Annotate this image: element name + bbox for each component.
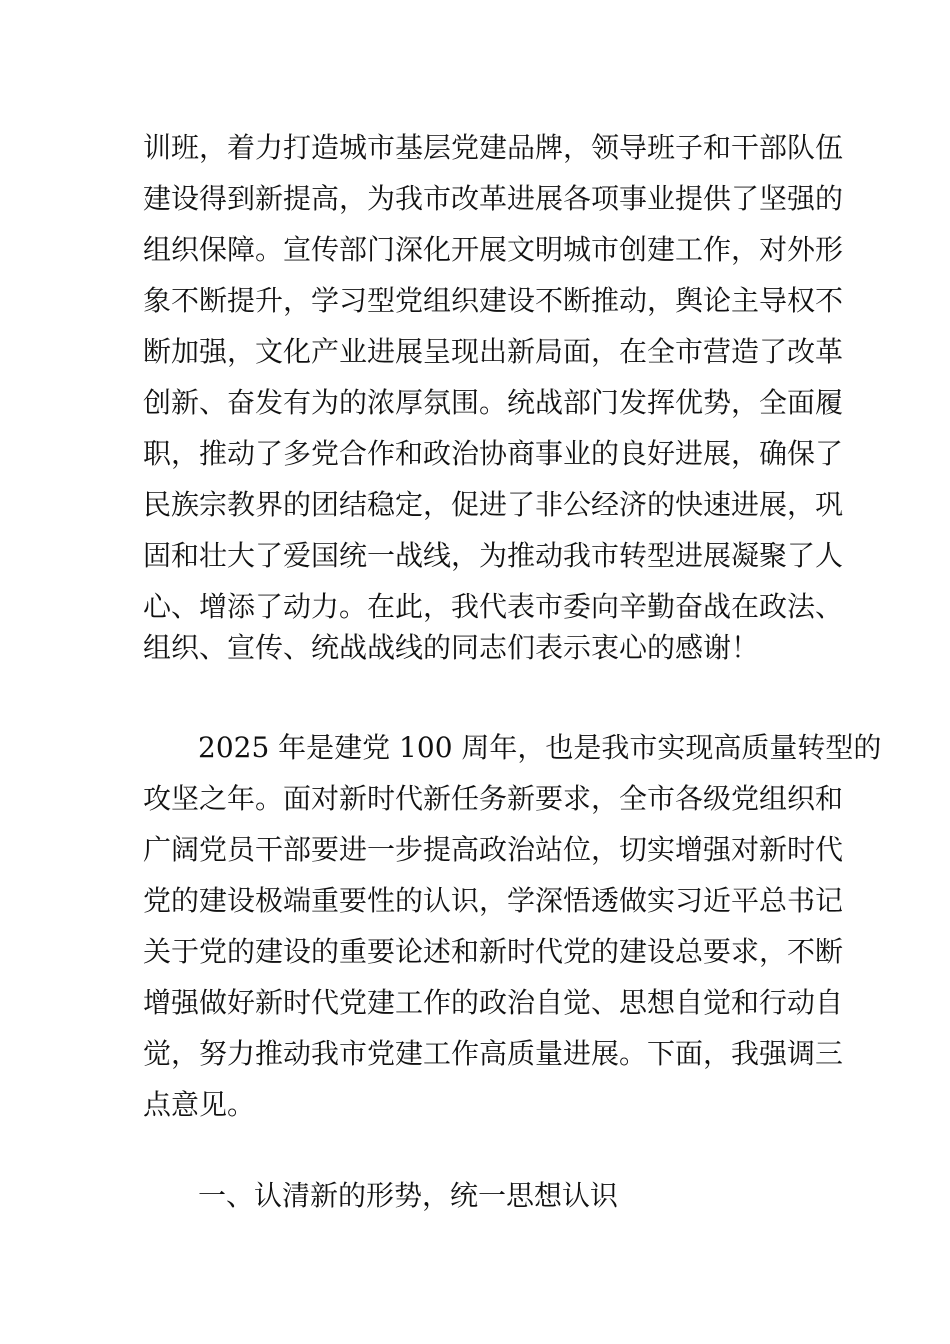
paragraph1-line-2: 建设得到新提高，为我市改革进展各项事业提供了坚强的 — [143, 182, 844, 215]
paragraph2-line-3: 广阔党员干部要进一步提高政治站位，切实增强对新时代 — [143, 833, 844, 866]
paragraph2-line-1: 2025 年是建党 100 周年，也是我市实现高质量转型的 — [198, 731, 882, 764]
paragraph2-line-5: 关于党的建设的重要论述和新时代党的建设总要求，不断 — [143, 935, 844, 968]
paragraph1-line-11: 组织、宣传、统战战线的同志们表示衷心的感谢！ — [143, 631, 760, 664]
paragraph1-line-7: 职，推动了多党合作和政治协商事业的良好进展，确保了 — [143, 437, 844, 470]
paragraph1-line-10: 心、增添了动力。在此，我代表市委向辛勤奋战在政法、 — [143, 590, 844, 623]
paragraph1-line-9: 固和壮大了爱国统一战线，为推动我市转型进展凝聚了人 — [143, 539, 844, 572]
paragraph1-line-4: 象不断提升，学习型党组织建设不断推动，舆论主导权不 — [143, 284, 844, 317]
paragraph2-line-2: 攻坚之年。面对新时代新任务新要求，全市各级党组织和 — [143, 782, 844, 815]
section-heading: 一、认清新的形势，统一思想认识 — [198, 1179, 619, 1212]
paragraph2-line-8: 点意见。 — [143, 1088, 256, 1121]
paragraph2-line-7: 觉，努力推动我市党建工作高质量进展。下面，我强调三 — [143, 1037, 844, 1070]
paragraph1-line-1: 训班，着力打造城市基层党建品牌，领导班子和干部队伍 — [143, 131, 844, 164]
paragraph2-line-6: 增强做好新时代党建工作的政治自觉、思想自觉和行动自 — [143, 986, 844, 1019]
paragraph2-line-4: 党的建设极端重要性的认识，学深悟透做实习近平总书记 — [143, 884, 844, 917]
paragraph1-line-5: 断加强，文化产业进展呈现出新局面，在全市营造了改革 — [143, 335, 844, 368]
paragraph1-line-3: 组织保障。宣传部门深化开展文明城市创建工作，对外形 — [143, 233, 844, 266]
paragraph1-line-6: 创新、奋发有为的浓厚氛围。统战部门发挥优势，全面履 — [143, 386, 844, 419]
paragraph1-line-8: 民族宗教界的团结稳定，促进了非公经济的快速进展，巩 — [143, 488, 844, 521]
